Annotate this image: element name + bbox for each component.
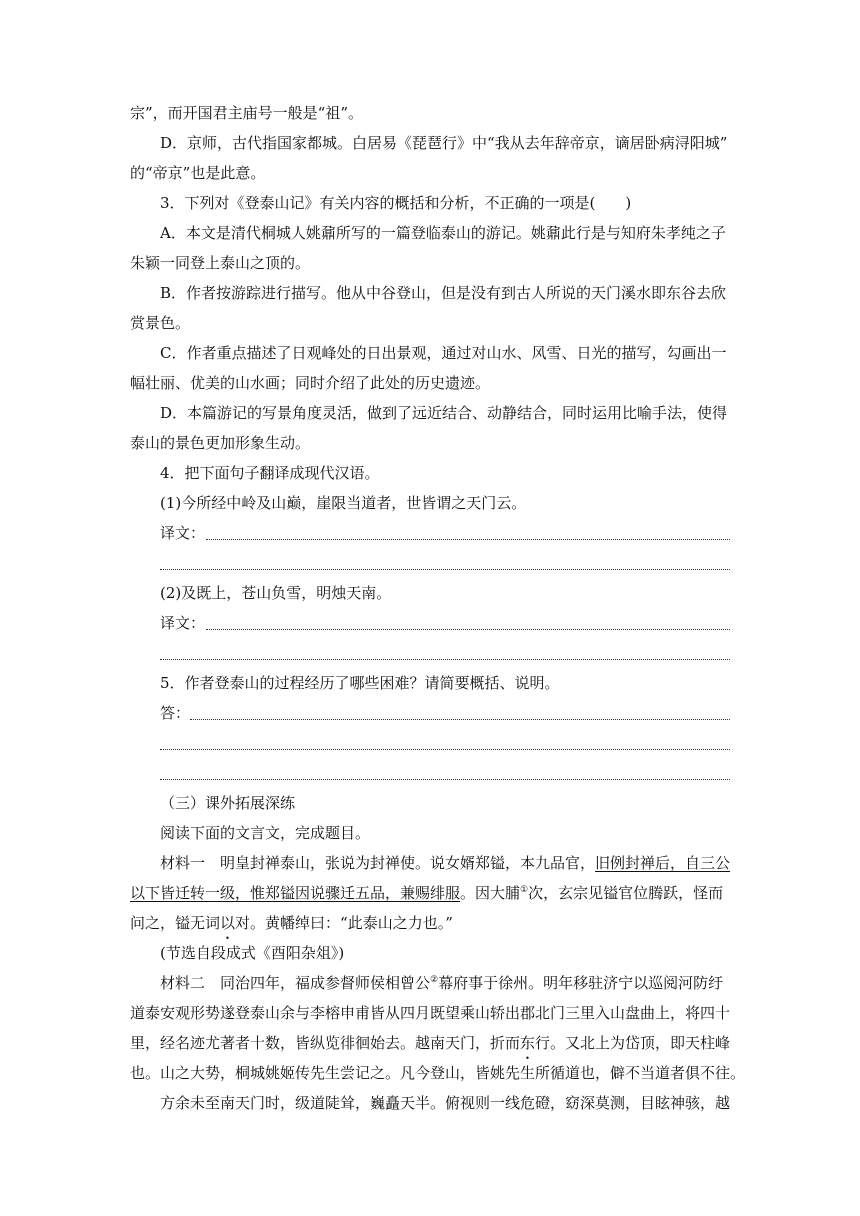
section-heading: （三）课外拓展深练 xyxy=(160,794,296,812)
answer-label: 译文： xyxy=(160,614,206,632)
reading-instruction: 阅读下面的文言文，完成题目。 xyxy=(160,824,371,842)
question-5: 5．作者登泰山的过程经历了哪些困难？请简要概括、说明。 xyxy=(160,674,560,692)
answer-label: 答： xyxy=(160,704,191,722)
document-body xyxy=(130,98,746,1118)
underlined-text: 以下皆迁转一级，惟郑镒因说骤迁五品，兼赐绯服 xyxy=(130,884,461,902)
option-d-1: D．京师，古代指国家都城。白居易《琵琶行》中“我从去年辞帝京，谪居卧病浔阳城” xyxy=(160,134,728,152)
option-a-1: A．本文是清代桐城人姚鼐所写的一篇登临泰山的游记。姚鼐此行是与知府朱孝纯之子 xyxy=(160,224,726,242)
answer-line[interactable] xyxy=(130,608,730,638)
material-1-text-b: 。因大脯 xyxy=(460,884,521,902)
answer-line[interactable] xyxy=(130,698,730,728)
answer-line[interactable] xyxy=(130,728,730,758)
answer-line[interactable] xyxy=(130,548,730,578)
material-1-line-1 xyxy=(130,848,730,878)
dotted-line xyxy=(206,629,730,630)
dotted-line xyxy=(160,749,730,750)
material-2-text-c: 里，经名迹尤著者十数，皆纵览徘徊始去。越南天门，折而 xyxy=(130,1034,521,1052)
answer-line[interactable] xyxy=(130,518,730,548)
footnote-mark: ① xyxy=(520,885,529,895)
option-c-1: C．作者重点描述了日观峰处的日出景观，通过对山水、风雪、日光的描写，勾画出一 xyxy=(160,344,727,362)
material-2-text-a: 材料二 同治四年，福成参督师侯相曾公 xyxy=(160,974,431,992)
emphasis-char: 以 xyxy=(220,914,236,932)
material-2-line-1 xyxy=(130,968,730,998)
material-2-line-4: 也。山之大势，桐城姚姬传先生尝记之。凡今登山，皆姚先生所循道也，僻不当道者俱不往。 xyxy=(130,1064,746,1082)
answer-line[interactable] xyxy=(130,758,730,788)
option-c-2: 幅壮丽、优美的山水画；同时介绍了此处的历史遗迹。 xyxy=(130,374,491,392)
option-b-1: B．作者按游踪进行描写。他从中谷登山，但是没有到古人所说的天门溪水即东谷去欣 xyxy=(160,284,727,302)
answer-label: 译文： xyxy=(160,524,206,542)
material-1-text-c: 次，玄宗见镒官位腾跃，怪而 xyxy=(528,884,724,902)
material-1-line-3 xyxy=(130,908,730,938)
option-d-2: 的“帝京”也是此意。 xyxy=(130,164,266,182)
material-2-line-2: 道泰安观形势遂登泰山余与李榕申甫皆从四月既望乘山轿出郡北门三里入山盘曲上，将四十 xyxy=(130,1004,731,1022)
material-1-text-a: 材料一 明皇封禅泰山，张说为封禅使。说女婿郑镒，本九品官， xyxy=(160,854,596,872)
dotted-line xyxy=(160,569,730,570)
material-2-line-5: 方余未至南天门时，级道陡耸，巍矗天半。俯视则一线危磴，窈深莫测，目眩神骇，越 xyxy=(160,1094,731,1112)
underlined-text: 旧例封禅后，自三公 xyxy=(595,854,731,872)
material-2-text-d: 行。又北上为岱顶，即天柱峰 xyxy=(535,1034,731,1052)
material-2-line-3 xyxy=(130,1028,730,1058)
answer-line[interactable] xyxy=(130,638,730,668)
option-b-2: 赏景色。 xyxy=(130,314,191,332)
sentence-1: (1)今所经中岭及山巅，崖限当道者，世皆谓之天门云。 xyxy=(160,494,527,512)
option-a-2: 朱颖一同登上泰山之顶的。 xyxy=(130,254,311,272)
material-1-line-2 xyxy=(130,878,730,908)
material-2-text-b: 幕府事于徐州。明年移驻济宁以巡阅河防纡 xyxy=(438,974,724,992)
question-3: 3．下列对《登泰山记》有关内容的概括和分析，不正确的一项是( ) xyxy=(160,194,632,212)
dotted-line xyxy=(160,659,730,660)
dotted-line xyxy=(160,779,730,780)
question-4: 4．把下面句子翻译成现代汉语。 xyxy=(160,464,380,482)
option-d-2: 泰山的景色更加形象生动。 xyxy=(130,434,311,452)
material-1-text-e: 对。黄幡绰曰：“此泰山之力也。” xyxy=(235,914,453,932)
material-1-text-d: 问之，镒无词 xyxy=(130,914,221,932)
emphasis-char: 东 xyxy=(520,1034,536,1052)
footnote-mark: ② xyxy=(430,975,439,985)
sentence-2: (2)及既上，苍山负雪，明烛天南。 xyxy=(160,584,392,602)
option-d-1: D．本篇游记的写景角度灵活，做到了远近结合、动静结合，同时运用比喻手法，使得 xyxy=(160,404,728,422)
text-line: 宗”，而开国君主庙号一般是“祖”。 xyxy=(130,104,364,122)
dotted-line xyxy=(206,539,730,540)
dotted-line xyxy=(190,719,730,720)
material-1-source: (节选自段成式《酉阳杂俎》) xyxy=(160,944,345,962)
